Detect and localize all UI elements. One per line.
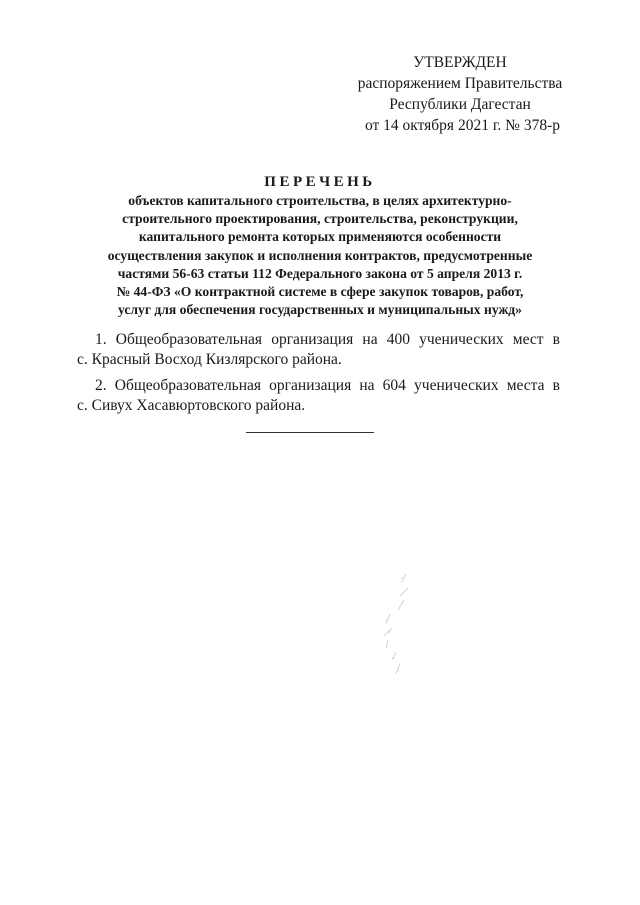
item-number: 1. — [95, 331, 107, 348]
subtitle-line: осуществления закупок и исполнения контрактов, предусмотренные — [107, 247, 533, 263]
subtitle-line: строительного проектирования, строительства, реконструкции, — [122, 211, 518, 227]
list-item-continuation: с. Сивух Хасавюртовского района. — [77, 397, 306, 414]
approval-block — [352, 52, 568, 136]
approval-decree: распоряжением Правительства — [357, 75, 563, 92]
item-word: организация — [271, 331, 354, 348]
list-item — [77, 376, 560, 416]
end-divider — [246, 432, 374, 433]
approval-date: от 14 октября 2021 г. № 378-р — [364, 117, 560, 134]
approval-heading: УТВЕРЖДЕН — [413, 54, 507, 71]
item-word: на — [359, 377, 375, 394]
document-title: ПЕРЕЧЕНЬ — [264, 174, 376, 190]
item-word: ученических — [414, 377, 499, 394]
item-word: организация — [269, 377, 352, 394]
approval-republic: Республики Дагестан — [389, 96, 531, 113]
item-word: Общеобразовательная — [114, 377, 262, 394]
subtitle-line: частями 56-63 статьи 112 Федерального закона от 5 апреля 2013 г. — [117, 265, 523, 281]
list-item — [77, 330, 560, 370]
list-item-continuation: с. Красный Восход Кизлярского района. — [77, 351, 342, 368]
item-word: ученических — [419, 331, 504, 348]
item-word: места — [506, 377, 545, 394]
subtitle-line: № 44-ФЗ «О контрактной системе в сфере закупок товаров, работ, — [116, 284, 524, 300]
item-word: Общеобразовательная — [115, 331, 263, 348]
subtitle-line: капитального ремонта которых применяются особенности — [138, 229, 502, 245]
item-word: 400 — [386, 331, 410, 348]
item-number: 2. — [95, 377, 107, 394]
list-item-first-line — [77, 376, 560, 396]
item-word: в — [552, 331, 560, 348]
list-item-first-line — [77, 330, 560, 350]
item-word: мест — [512, 331, 544, 348]
subtitle-line: услуг для обеспечения государственных и муниципальных нужд» — [118, 302, 522, 318]
item-word: в — [552, 377, 560, 394]
item-word: на — [362, 331, 378, 348]
faint-stamp-mark — [378, 570, 418, 680]
item-word: 604 — [382, 377, 406, 394]
objects-list — [77, 330, 560, 422]
document-subtitle — [88, 192, 552, 319]
subtitle-line: объектов капитального строительства, в целях архитектурно- — [128, 193, 512, 208]
